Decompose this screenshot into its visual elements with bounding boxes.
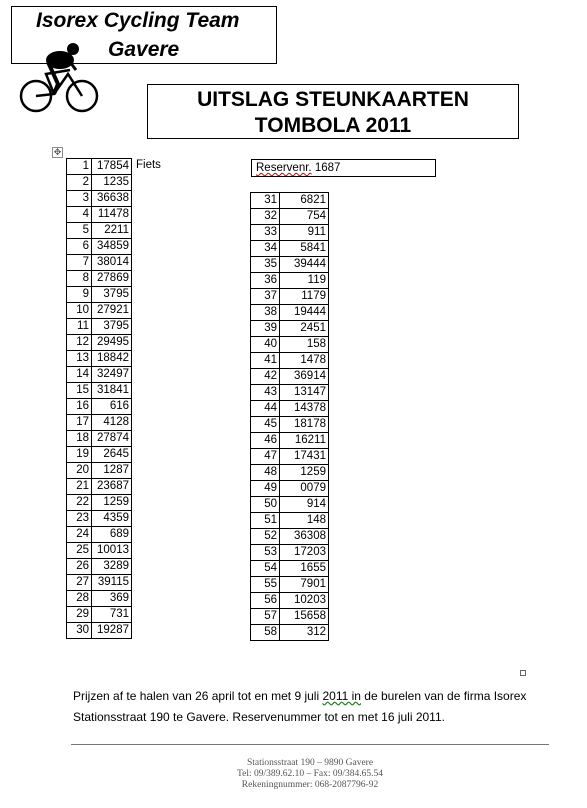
- table-row: [251, 513, 329, 529]
- table-row: [67, 415, 132, 431]
- footer-account: Rekeningnummer: 068-2087796-92: [241, 780, 379, 790]
- table-row: [67, 447, 132, 463]
- prize-rank: 4: [67, 207, 92, 223]
- prize-rank: 36: [251, 273, 280, 289]
- prize-rank: 32: [251, 209, 280, 225]
- table-row: [251, 529, 329, 545]
- prize-rank: 41: [251, 353, 280, 369]
- table-row: [251, 353, 329, 369]
- winning-number: 29495: [92, 335, 132, 351]
- winning-number: 119: [280, 273, 329, 289]
- table-row: [67, 335, 132, 351]
- winning-number: 17203: [280, 545, 329, 561]
- winning-number: 19444: [280, 305, 329, 321]
- prize-rank: 6: [67, 239, 92, 255]
- table-row: [67, 351, 132, 367]
- table-row: [67, 463, 132, 479]
- winning-number: 3795: [92, 319, 132, 335]
- table-row: [67, 191, 132, 207]
- winning-number: 1478: [280, 353, 329, 369]
- table-row: [251, 273, 329, 289]
- table-row: [251, 401, 329, 417]
- table-row: [67, 431, 132, 447]
- winning-number: 23687: [92, 479, 132, 495]
- prize-rank: 17: [67, 415, 92, 431]
- table-row: [67, 607, 132, 623]
- winning-number: 731: [92, 607, 132, 623]
- table-row: [251, 289, 329, 305]
- prize-rank: 5: [67, 223, 92, 239]
- notice-text-2: 2011 in: [322, 689, 361, 703]
- prize-rank: 10: [67, 303, 92, 319]
- table-row: [251, 305, 329, 321]
- winning-number: 7901: [280, 577, 329, 593]
- prize-rank: 1: [67, 159, 92, 175]
- winning-number: 10203: [280, 593, 329, 609]
- prize-rank: 3: [67, 191, 92, 207]
- prize-rank: 19: [67, 447, 92, 463]
- table-row: [67, 575, 132, 591]
- table-row: [251, 257, 329, 273]
- table-row: [251, 417, 329, 433]
- prize-rank: 37: [251, 289, 280, 305]
- prize-rank: 34: [251, 241, 280, 257]
- prize-rank: 47: [251, 449, 280, 465]
- prize-rank: 8: [67, 271, 92, 287]
- table-row: [67, 255, 132, 271]
- winning-number: 689: [92, 527, 132, 543]
- prize-rank: 28: [67, 591, 92, 607]
- prize-rank: 57: [251, 609, 280, 625]
- prize-rank: 58: [251, 625, 280, 641]
- table-row: [67, 383, 132, 399]
- prize-rank: 15: [67, 383, 92, 399]
- footer-divider: [71, 744, 549, 745]
- prize-rank: 44: [251, 401, 280, 417]
- table-row: [67, 319, 132, 335]
- table-resize-handle[interactable]: [520, 670, 526, 676]
- prize-rank: 2: [67, 175, 92, 191]
- winning-number: 17431: [280, 449, 329, 465]
- winning-number: 616: [92, 399, 132, 415]
- prize-rank: 9: [67, 287, 92, 303]
- table-row: [67, 207, 132, 223]
- prize-rank: 54: [251, 561, 280, 577]
- prize-rank: 45: [251, 417, 280, 433]
- prize-rank: 12: [67, 335, 92, 351]
- table-row: [251, 465, 329, 481]
- cyclist-icon: [18, 40, 100, 118]
- table-row: [251, 577, 329, 593]
- winning-number: 1179: [280, 289, 329, 305]
- prize-rank: 22: [67, 495, 92, 511]
- winning-number: 5841: [280, 241, 329, 257]
- winning-number: 36638: [92, 191, 132, 207]
- winning-number: 16211: [280, 433, 329, 449]
- winning-number: 0079: [280, 481, 329, 497]
- prize-rank: 27: [67, 575, 92, 591]
- prize-rank: 23: [67, 511, 92, 527]
- prize-rank: 46: [251, 433, 280, 449]
- winning-number: 914: [280, 497, 329, 513]
- prize-rank: 43: [251, 385, 280, 401]
- table-row: [251, 241, 329, 257]
- winning-number: 27921: [92, 303, 132, 319]
- prize-rank: 11: [67, 319, 92, 335]
- winning-number: 34859: [92, 239, 132, 255]
- winning-number: 13147: [280, 385, 329, 401]
- prize-rank: 13: [67, 351, 92, 367]
- winning-number: 369: [92, 591, 132, 607]
- table-row: [251, 593, 329, 609]
- prize-rank: 56: [251, 593, 280, 609]
- table-row: [251, 609, 329, 625]
- prize-rank: 7: [67, 255, 92, 271]
- prize-rank: 18: [67, 431, 92, 447]
- page-title: [147, 84, 519, 139]
- reserve-label: Reservenr.: [256, 162, 312, 174]
- table-row: [67, 543, 132, 559]
- reserve-number-box: [251, 159, 436, 177]
- winning-number: 18178: [280, 417, 329, 433]
- table-row: [67, 559, 132, 575]
- table-row: [67, 399, 132, 415]
- prize-rank: 21: [67, 479, 92, 495]
- table-row: [251, 449, 329, 465]
- table-row: [67, 271, 132, 287]
- notice-text-1: Prijzen af te halen van 26 april tot en met 9 juli: [73, 689, 323, 703]
- winning-number: 754: [280, 209, 329, 225]
- winning-number: 1235: [92, 175, 132, 191]
- winning-number: 3289: [92, 559, 132, 575]
- prize-rank: 38: [251, 305, 280, 321]
- prize-rank: 40: [251, 337, 280, 353]
- footer-phone: Tel: 09/389.62.10 – Fax: 09/384.65.54: [236, 769, 384, 779]
- table-row: [251, 209, 329, 225]
- prize-rank: 16: [67, 399, 92, 415]
- table-row: [67, 479, 132, 495]
- winning-number: 36914: [280, 369, 329, 385]
- table-row: [67, 495, 132, 511]
- table-row: [67, 623, 132, 639]
- winning-number: 911: [280, 225, 329, 241]
- table-row: [251, 481, 329, 497]
- winning-number: 3795: [92, 287, 132, 303]
- winning-number: 27869: [92, 271, 132, 287]
- prize-rank: 20: [67, 463, 92, 479]
- prize-rank: 35: [251, 257, 280, 273]
- table-row: [67, 175, 132, 191]
- winning-number: 6821: [280, 193, 329, 209]
- table-row: [251, 545, 329, 561]
- results-table-left: [66, 158, 132, 639]
- table-row: [67, 591, 132, 607]
- prize-rank: 48: [251, 465, 280, 481]
- prize-rank: 25: [67, 543, 92, 559]
- footer-address: Stationsstraat 190 – 9890 Gavere: [246, 758, 374, 768]
- prize-rank: 39: [251, 321, 280, 337]
- prize-rank: 33: [251, 225, 280, 241]
- prize-rank: 29: [67, 607, 92, 623]
- table-row: [67, 527, 132, 543]
- logo-subtitle: Gavere: [108, 38, 180, 61]
- winning-number: 39444: [280, 257, 329, 273]
- table-row: [67, 239, 132, 255]
- logo-title: Isorex Cycling Team: [36, 9, 240, 32]
- table-row: [67, 511, 132, 527]
- table-row: [251, 193, 329, 209]
- winning-number: 158: [280, 337, 329, 353]
- winning-number: 1287: [92, 463, 132, 479]
- prize-rank: 50: [251, 497, 280, 513]
- winning-number: 2645: [92, 447, 132, 463]
- table-row: [251, 433, 329, 449]
- winning-number: 2451: [280, 321, 329, 337]
- winning-number: 14378: [280, 401, 329, 417]
- winning-number: 32497: [92, 367, 132, 383]
- prize-rank: 31: [251, 193, 280, 209]
- winning-number: 18842: [92, 351, 132, 367]
- winning-number: 148: [280, 513, 329, 529]
- winning-number: 11478: [92, 207, 132, 223]
- winning-number: 10013: [92, 543, 132, 559]
- winning-number: 39115: [92, 575, 132, 591]
- table-row: [67, 223, 132, 239]
- winning-number: 1259: [92, 495, 132, 511]
- title-line2: TOMBOLA 2011: [254, 114, 412, 137]
- prize-notice: [73, 686, 563, 728]
- winning-number: 1655: [280, 561, 329, 577]
- winning-number: 2211: [92, 223, 132, 239]
- winning-number: 1259: [280, 465, 329, 481]
- table-row: [251, 337, 329, 353]
- winning-number: 4359: [92, 511, 132, 527]
- table-row: [251, 385, 329, 401]
- table-row: [67, 303, 132, 319]
- winning-number: 38014: [92, 255, 132, 271]
- winning-number: 27874: [92, 431, 132, 447]
- title-line1: UITSLAG STEUNKAARTEN: [197, 88, 469, 111]
- table-row: [251, 369, 329, 385]
- table-move-handle-icon[interactable]: ✥: [53, 147, 62, 157]
- winning-number: 15658: [280, 609, 329, 625]
- prize-rank: 14: [67, 367, 92, 383]
- footer: [71, 758, 549, 791]
- table-row: [251, 625, 329, 641]
- prize-rank: 55: [251, 577, 280, 593]
- table-row: [251, 561, 329, 577]
- winning-number: 19287: [92, 623, 132, 639]
- table-row: [67, 287, 132, 303]
- notice-text-3: de burelen van de firma Isorex Stationsstraat 190 te Gavere. Reservenummer tot en met 16 juli 2011.: [73, 689, 527, 724]
- winning-number: 312: [280, 625, 329, 641]
- reserve-number: 1687: [314, 162, 341, 174]
- winning-number: 31841: [92, 383, 132, 399]
- first-prize-label: Fiets: [136, 159, 161, 171]
- prize-rank: 26: [67, 559, 92, 575]
- prize-rank: 51: [251, 513, 280, 529]
- results-table-right: [250, 192, 329, 641]
- winning-number: 4128: [92, 415, 132, 431]
- prize-rank: 52: [251, 529, 280, 545]
- prize-rank: 49: [251, 481, 280, 497]
- table-row: [251, 225, 329, 241]
- table-row: [67, 367, 132, 383]
- prize-rank: 24: [67, 527, 92, 543]
- winning-number: 36308: [280, 529, 329, 545]
- table-row: [251, 497, 329, 513]
- table-row: [67, 159, 132, 175]
- prize-rank: 53: [251, 545, 280, 561]
- prize-rank: 30: [67, 623, 92, 639]
- winning-number: 17854: [92, 159, 132, 175]
- table-row: [251, 321, 329, 337]
- prize-rank: 42: [251, 369, 280, 385]
